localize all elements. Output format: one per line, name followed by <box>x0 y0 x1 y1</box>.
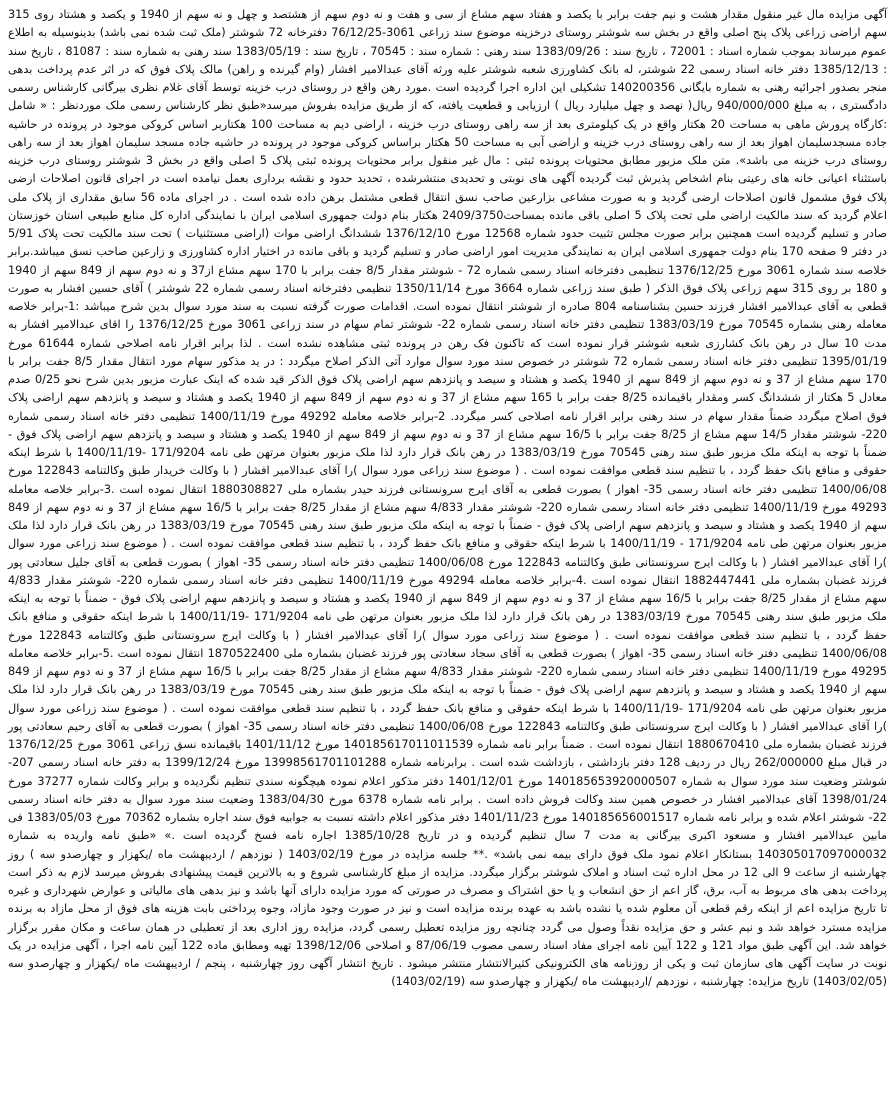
auction-notice-text: آگهی مزایده مال غیر منقول مقدار هشت و نیم جفت برابر با یکصد و هفتاد سهم مشاع از سی و هفت و نه دوم سهم از هشتصد و چهل و نه سهم از 1940 و یکصد و هشتاد روی 315 سهم اراضی زراعی پلاک پنج اصلی واقع در بخش سه شوشتر روستای درخزینه موضوع سند زراعی 3061-76/12/25 دفترخانه 72 شوشتر (ملک ثبت شده نمی باشد) بدینوسیله به اطلاع عموم میرساند بموجب شماره اسناد : 72001 ، تاریخ سند : 1383/09/26 سند رهنی : شماره سند : 70545 ، تاریخ سند : 1383/05/19 سند رهنی به شماره سند : 81087 ، تاریخ سند : 1385/12/13 دفتر خانه اسناد رسمی 22 شوشتر، له بانک کشاورزی شعبه شوشتر علیه ورثه آقای عبدالامیر افشار (وام گیرنده و راهن) مالک پلاک فوق که در اثر عدم پرداخت بدهی منجر بصدور اجرائیه رهنی به شماره بایگانی 140200356 تشکیلی این اداره اجرا گردیده است .مورد رهن واقع در روستای درب خزینه توسط آقای غلام نظری بیرگانی کارشناس رسمی دادگستری ، به مبلغ 940/000/000 ریال( نهصد و چهل میلیارد ریال ) ارزیابی و قطعیت یافته، که از طریق مزایده بفروش میرسد«طبق نظر کارشناس رسمی ملک موردنظر : « شامل :کارگاه پرورش ماهی به مساحت 20 هکتار واقع در یک کیلومتری بعد از سه راهی روستای درب خزینه ، اراضی دیم به مساحت 100 هکتاربر اساس کروکی موجود در پرونده در حاشیه جاده مسجدسلیمان اهواز بعد از سه راهی روستای درب خزینه و اراضی آبی به مساحت 50 هکتار براساس کروکی موجود در پرونده در حاشیه جاده مسجد سلیمان اهواز بعد از سه راهی روستای درب خزینه می باشد». متن ملک مزبور مطابق محتویات پرونده ثبتی : مال غیر منقول برابر محتویات پرونده ثبتی پلاک 5 اصلی واقع در بخش 3 شوشتر روستای درب خزینه باستثناء اعیانی خانه های رعیتی بنام اشخاص پذیرش ثبت گردیده آگهی های نوبتی و تحدیدی منتشرشده ، تحدید حدود و نقشه برداری بعمل نیامده است در اجرای قانون اصلاحات ارضی پلاک فوق مشمول قانون اصلاحات ارضی گردید و به صورت مشاعی بزارعین صاحب نسق انتقال قطعی مشتمل برهن داده شده است . در اجرای ماده 56 سابق مقداری از پلاک ملی اعلام گردید که سند مالکیت اراضی ملی تحت پلاک 5 اصلی باقی مانده بمساحت2409/3750 هکتار بنام دولت جمهوری اسلامی ایران با نمایندگی اداره کل منابع طبیعی استان خوزستان صادر و تسلیم گردیده است همچنین برابر صورت مجلس تثبیت حدود شماره 12568 مورخ 1376/12/10 ششدانگ اراضی موات (اراضی مستثنیات ) تحت سند مالکیت تحت پلاک 5/91 در دفتر 9 صفحه 170 بنام دولت جمهوری اسلامی ایران به نمایندگی مدیریت امور اراضی صادر و تسلیم گردید و باقی مانده در اختیار اداره کشاورزی و زارعین صاحب نسق میباشد.برابر خلاصه سند شماره 3061 مورخ 1376/12/25 تنظیمی دفترخانه اسناد رسمی شماره 72 - شوشتر مقدار 8/5 جفت برابر با 170 سهم مشاع از37 و نه دوم سهم از 849 سهم از 1940 و 180 بر روی 315 سهم زراعی پلاک فوق الذکر ( طبق سند زراعی شماره 3664 مورخ 1350/11/14 تنظیمی دفترخانه اسناد رسمی شماره 22 شوشتر ) آقای حسین افشار به صورت قطعی به آقای عبدالامیر افشار فرزند حسین بشناسنامه 804 صادره از شوشتر انتقال نموده است. اقدامات صورت گرفته نسبت به سند مورد سوال بدین شرح میباشد :1-برابر خلاصه معامله رهنی بشماره 70545 مورخ 1383/03/19 تنظیمی دفتر خانه اسناد رسمی شماره 22- شوشتر تمام سهام در سند زراعی 3061 مورخ 1376/12/25 را اقای عبدالامیر افشار به مدت 10 سال در رهن بانک کشارزی شعبه شوشتر قرار نموده است که تاکنون فک رهن در پرونده ثبتی مشاهده نشده است . لذا برابر اقرار نامه اصلاحی شماره 61644 مورخ 1395/01/19 تنظیمی دفتر خانه اسناد رسمی شماره 72 شوشتر در خصوص سند مورد سوال موارد آتی الذکر اصلاح میگردد : در ید مذکور سهام مورد انتقال مقدار 8/5 جفت برابر با 170 سهم مشاع از 37 و نه دوم سهم از 849 سهم از 1940 یکصد و هشتاد و سیصد و پانزدهم سهم اراضی پلاک فوق الذکر قید شده که اینک عبارت مزبور بدین شرح نحو 0/25 صدم معادل 5 هکتار از ششدانگ کسر ومقدار باقیمانده 8/25 جفت برابر با 165 سهم مشاع از 37 و نه دوم سهم از 849 سهم از 1940 یکصد و هشتاد و سیصد و پانزدهم سهم اراضی پلاک فوق اصلاح میگردد ضمناً مقدار سهام در سند رهنی برابر اقرار نامه اصلاحی کسر میگردد. 2-برابر خلاصه معامله 49292 مورخ 1400/11/19 تنظیمی دفتر خانه اسناد رسمی شماره 220- شوشتر مقدار 14/5 سهم مشاع از 8/25 جفت برابر با 16/5 سهم مشاع از 37 و نه دوم سهم از 849 سهم از 1940 یکصد و هشتاد و سیصد و پانزدهم سهم اراضی پلاک فوق - ضمناً با توجه به اینکه ملک مزبور طبق سند رهنی 70545 مورخ 1383/03/19 در رهن بانک قرار دارد لذا ملک مزبور بعنوان مرتهن طی نامه 171/9204 -1400/11/19 با شرط اینکه حقوقی و منافع بانک حفظ گردد ، با تنظیم سند قطعی موافقت نموده است . ( موضوع سند زراعی مورد سوال )را آقای عبدالامیر افشار ( با وکالت خریدار طبق وکالتنامه 122843 مورخ 1400/06/08 تنظیمی دفتر خانه اسناد رسمی 35- اهواز ) بصورت قطعی به آقای ایرج سرونستانی فرزند حیدر بشماره ملی 1880308827 انتقال نموده است .3-برابر خلاصه معامله 49293 مورخ 1400/11/19 تنظیمی دفتر خانه اسناد رسمی شماره 220- شوشتر مقدار 4/833 سهم مشاع از مقدار 8/25 جفت برابر با 16/5 سهم مشاع از 37 و نه دوم سهم از 849 سهم از 1940 یکصد و هشتاد و سیصد و پانزدهم سهم اراضی پلاک فوق - ضمناً با توجه به اینکه ملک مزبور طبق سند رهنی 70545 مورخ 1383/03/19 در رهن بانک قرار دارد لذا ملک مزبور بعنوان مرتهن طی نامه 171/9204 - 1400/11/19 با شرط اینکه حقوقی و منافع بانک حفظ گردد ، با تنظیم سند قطعی موافقت نموده است . ( موضوع سند زراعی مورد سوال )را آقای عبدالامیر افشار ( با وکالت ایرج سرونستانی طبق وکالتنامه 122843 مورخ 1400/06/08 تنظیمی دفتر خانه اسناد رسمی 35- اهواز ) بصورت قطعی به آقای جلیل سعادتی پور فرزند غضبان بشماره ملی 1882447441 انتقال نموده است .4-برابر خلاصه معامله 49294 مورخ 1400/11/19 تنظیمی دفتر خانه اسناد رسمی شماره 220- شوشتر مقدار 4/833 سهم مشاع از مقدار 8/25 جفت برابر با 16/5 سهم مشاع از 37 و نه دوم سهم از 849 سهم از 1940 یکصد و هشتاد و سیصد و پانزدهم سهم اراضی پلاک فوق - ضمناً با توجه به اینکه ملک مزبور طبق سند رهنی 70545 مورخ 1383/03/19 در رهن بانک قرار دارد لذا ملک مزبور بعنوان مرتهن طی نامه 171/9204 -1400/11/19 با شرط اینکه حقوقی و منافع بانک حفظ گردد ، با تنظیم سند قطعی موافقت نموده است . ( موضوع سند زراعی مورد سوال )را آقای عبدالامیر افشار ( با وکالت ایرج سرونستانی طبق وکالتنامه 122843 مورخ 1400/06/08 تنظیمی دفتر خانه اسناد رسمی 35- اهواز ) بصورت قطعی به آقای سجاد سعادتی پور فرزند غضبان بشماره ملی 1870522400 انتقال نموده است .5-برابر خلاصه معامله 49295 مورخ 1400/11/19 تنظیمی دفتر خانه اسناد رسمی شماره 220- شوشتر مقدار 4/833 سهم مشاع از مقدار 8/25 جفت برابر با 16/5 سهم مشاع از 37 و نه دوم سهم از 849 سهم از 1940 یکصد و هشتاد و سیصد و پانزدهم سهم اراضی پلاک فوق - ضمناً با توجه به اینکه ملک مزبور طبق سند رهنی 70545 مورخ 1383/03/19 در رهن بانک قرار دارد لذا ملک مزبور بعنوان مرتهن طی نامه 171/9204 -1400/11/19 با شرط اینکه حقوقی و منافع بانک حفظ گردد ، با تنظیم سند قطعی موافقت نموده است . ( موضوع سند زراعی مورد سوال )را آقای عبدالامیر افشار ( با وکالت ایرج سرونستانی طبق وکالتنامه 122843 مورخ 1400/06/08 تنظیمی دفتر خانه اسناد رسمی 35- اهواز ) بصورت قطعی به آقای رحیم سعادتی پور فرزند غضبان بشماره ملی 1880670410 انتقال نموده است . ضمناً برابر نامه شماره 140185617011011539 مورخ 1401/11/12 باقیمانده نسق زراعی 3061 مورخ 1376/12/25 در قبال مبلغ 262/000000 ریال در ردیف 128 دفتر بازداشتی ، بازداشت شده است . برابرنامه شماره 13998561701101288 مورخ 1399/12/24 به دفتر خانه اسناد رسمی 207- شوشتر وضعیت سند مورد سوال به شماره 140185653920000507 مورخ 1401/12/01 دفتر مذکور اعلام نموده هیچگونه سندی تنظیم نگردیده و برابر وکالت شماره 37277 مورخ 1398/01/24 آقای عبدالامیر افشار در خصوص همین سند وکالت فروش داده است . برابر نامه شماره 6378 مورخ 1383/04/30 وضعیت سند مورد سوال به دفتر خانه اسناد رسمی 22- شوشتر اعلام شده و برابر نامه شماره 140185656001517 مورخ 1401/11/23 دفتر مذکور اعلام داشته نسبت به جوابیه فوق سند اجاره بشماره 70362 مورخ 1383/05/03 فی مابین عبدالامیر افشار و مسعود اکبری بیرگانی به مدت 7 سال تنظیم گردیده و در تاریخ 1385/10/28 اجاره نامه فسخ گردیده است .» «طبق نامه واریده به شماره 140305017097000032 بستانکار اعلام نمود ملک فوق دارای بیمه نمی باشد» .** جلسه مزایده در مورخ 1403/02/19 ( نوزدهم / اردیبهشت ماه /یکهزار و چهارصدو سه ) روز چهارشنبه از ساعت 9 الی 12 در محل اداره ثبت اسناد و املاک شوشتر برگزار میگردد. مزایده از مبلغ کارشناسی شروع و به بالاترین قیمت پیشنهادی بفروش میرسد لازم به ذکر است پرداخت بدهی های مربوط به آب، برق، گاز اعم از حق انشعاب و یا حق اشتراک و مصرف در صورتی که مورد مزایده دارای آنها باشد و نیز بدهی های مالیاتی و عوارض شهرداری و غیره تا تاریخ مزایده اعم از اینکه رقم قطعی آن معلوم شده یا نشده باشد به عهده برنده مزایده است و نیز در صورت وجود مازاد، وجوه پرداختی بابت هزینه های فوق از محل مازاد به برنده مزایده مسترد خواهد شد و نیم عشر و حق مزایده نقداً وصول می گردد چنانچه روز مزایده تعطیل رسمی گردد، مزایده روز اداری بعد از تعطیلی در همان ساعت و مکان مقرر برگزار خواهد شد. این آگهی طبق مواد 121 و 122 آیین نامه اجرای مفاد اسناد رسمی مصوب 87/06/19 و اصلاحی 1398/12/06 تهیه ومطابق ماده 122 آیین نامه اجرا ، آگهی مزایده در یک نوبت در سایت آگهی های سازمان ثبت و یکی از روزنامه های الکترونیکی کثیرالانتشار منتشر میشود . تاریخ انتشار آگهی روز چهارشنبه ، پنجم / اردیبهشت ماه /یکهزار و چهارصدو سه (1403/02/05) تاریخ مزایده: چهارشنبه ، نوزدهم /اردیبهشت ماه /یکهزار و چهارصدو سه (1403/02/19) <box>8 8 888 989</box>
